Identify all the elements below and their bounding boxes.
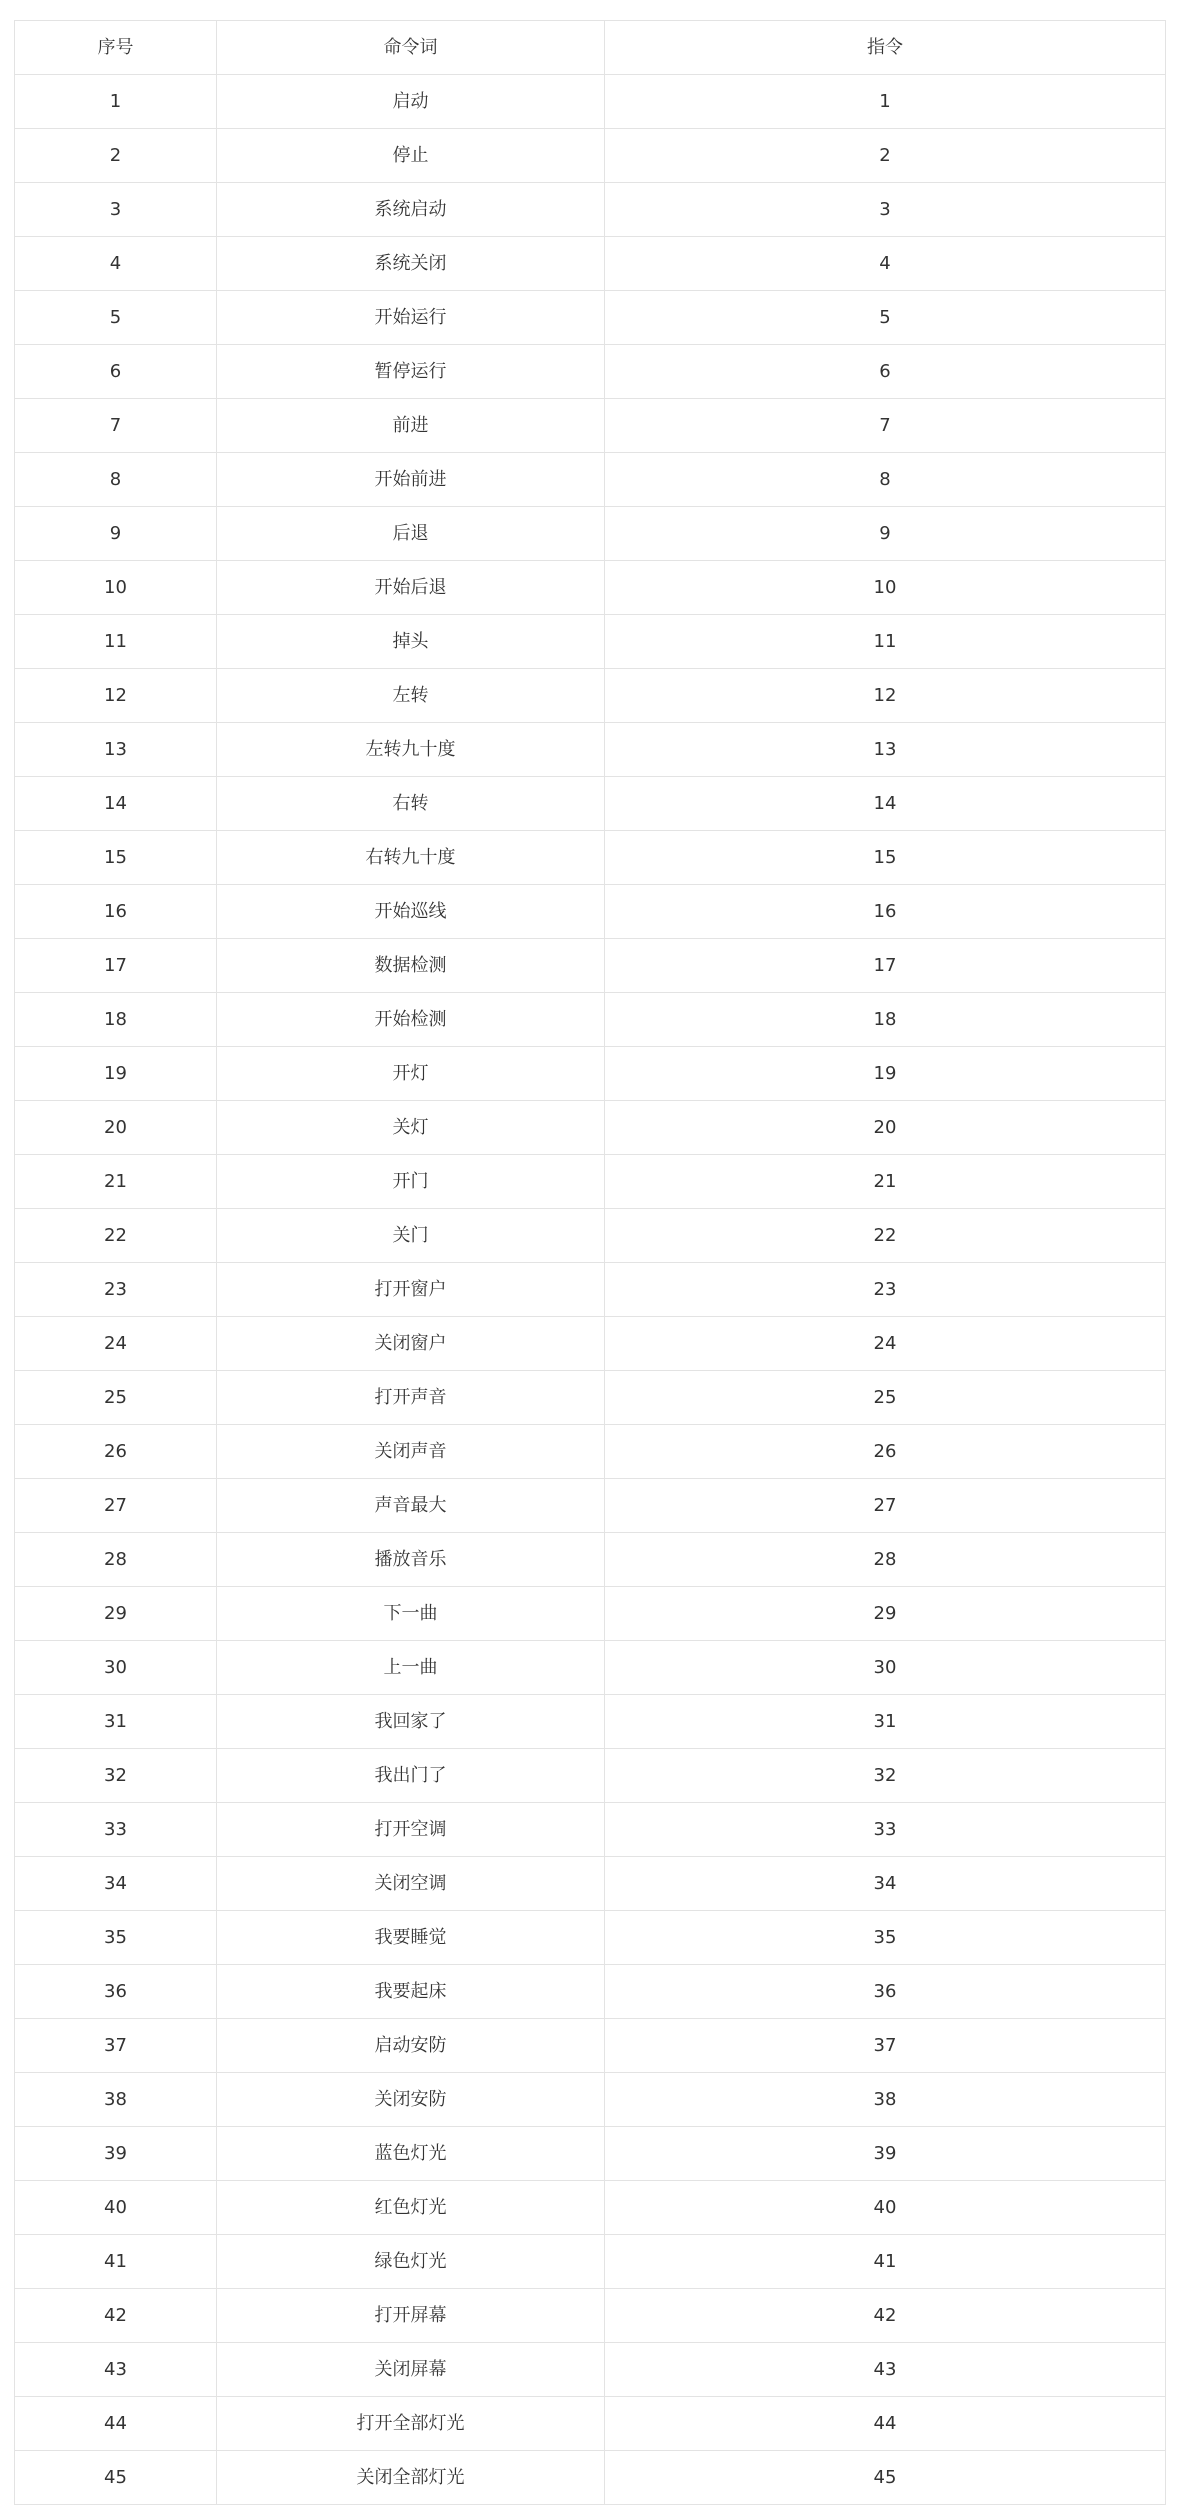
cell-command-word: 上一曲 (217, 1641, 605, 1695)
cell-instruction: 27 (605, 1479, 1166, 1533)
cell-command-word: 关门 (217, 1209, 605, 1263)
cell-command-word: 红色灯光 (217, 2181, 605, 2235)
cell-command-word: 开始前进 (217, 453, 605, 507)
cell-command-word: 打开屏幕 (217, 2289, 605, 2343)
cell-instruction: 39 (605, 2127, 1166, 2181)
cell-command-word: 开始巡线 (217, 885, 605, 939)
cell-index: 42 (15, 2289, 217, 2343)
cell-command-word: 左转 (217, 669, 605, 723)
cell-instruction: 18 (605, 993, 1166, 1047)
cell-instruction: 20 (605, 1101, 1166, 1155)
cell-index: 31 (15, 1695, 217, 1749)
cell-index: 14 (15, 777, 217, 831)
cell-instruction: 37 (605, 2019, 1166, 2073)
cell-instruction: 7 (605, 399, 1166, 453)
cell-command-word: 关闭窗户 (217, 1317, 605, 1371)
table-row (15, 2019, 1166, 2073)
table-row (15, 399, 1166, 453)
cell-command-word: 下一曲 (217, 1587, 605, 1641)
cell-instruction: 12 (605, 669, 1166, 723)
cell-command-word: 关闭空调 (217, 1857, 605, 1911)
cell-index: 5 (15, 291, 217, 345)
command-table-container (14, 20, 1165, 2505)
cell-index: 3 (15, 183, 217, 237)
cell-index: 4 (15, 237, 217, 291)
table-row (15, 1749, 1166, 1803)
table-row (15, 2289, 1166, 2343)
cell-index: 24 (15, 1317, 217, 1371)
cell-instruction: 23 (605, 1263, 1166, 1317)
table-row (15, 1533, 1166, 1587)
table-row (15, 1587, 1166, 1641)
table-row (15, 669, 1166, 723)
cell-index: 7 (15, 399, 217, 453)
cell-command-word: 开门 (217, 1155, 605, 1209)
cell-index: 1 (15, 75, 217, 129)
table-row (15, 75, 1166, 129)
cell-instruction: 2 (605, 129, 1166, 183)
cell-index: 11 (15, 615, 217, 669)
cell-instruction: 10 (605, 561, 1166, 615)
table-row (15, 2127, 1166, 2181)
cell-instruction: 26 (605, 1425, 1166, 1479)
table-row (15, 2181, 1166, 2235)
table-row (15, 507, 1166, 561)
cell-command-word: 声音最大 (217, 1479, 605, 1533)
cell-instruction: 4 (605, 237, 1166, 291)
cell-command-word: 开始后退 (217, 561, 605, 615)
table-row (15, 831, 1166, 885)
cell-index: 17 (15, 939, 217, 993)
cell-command-word: 播放音乐 (217, 1533, 605, 1587)
table-row (15, 1317, 1166, 1371)
cell-instruction: 9 (605, 507, 1166, 561)
cell-command-word: 打开空调 (217, 1803, 605, 1857)
cell-instruction: 6 (605, 345, 1166, 399)
table-row (15, 1479, 1166, 1533)
cell-instruction: 14 (605, 777, 1166, 831)
cell-command-word: 暂停运行 (217, 345, 605, 399)
cell-index: 28 (15, 1533, 217, 1587)
table-row (15, 183, 1166, 237)
cell-instruction: 31 (605, 1695, 1166, 1749)
cell-command-word: 关闭屏幕 (217, 2343, 605, 2397)
cell-command-word: 绿色灯光 (217, 2235, 605, 2289)
cell-index: 33 (15, 1803, 217, 1857)
cell-instruction: 25 (605, 1371, 1166, 1425)
cell-command-word: 右转九十度 (217, 831, 605, 885)
cell-index: 15 (15, 831, 217, 885)
cell-command-word: 关闭声音 (217, 1425, 605, 1479)
cell-instruction: 5 (605, 291, 1166, 345)
cell-instruction: 33 (605, 1803, 1166, 1857)
table-row (15, 345, 1166, 399)
cell-instruction: 32 (605, 1749, 1166, 1803)
header-command-word: 命令词 (217, 21, 605, 75)
cell-index: 8 (15, 453, 217, 507)
cell-instruction: 17 (605, 939, 1166, 993)
table-row (15, 561, 1166, 615)
cell-instruction: 24 (605, 1317, 1166, 1371)
cell-index: 26 (15, 1425, 217, 1479)
cell-command-word: 关闭全部灯光 (217, 2451, 605, 2505)
table-row (15, 1371, 1166, 1425)
cell-instruction: 13 (605, 723, 1166, 777)
table-row (15, 1263, 1166, 1317)
cell-index: 23 (15, 1263, 217, 1317)
cell-command-word: 开始运行 (217, 291, 605, 345)
cell-command-word: 启动安防 (217, 2019, 605, 2073)
cell-command-word: 开始检测 (217, 993, 605, 1047)
table-row (15, 1857, 1166, 1911)
table-row (15, 1101, 1166, 1155)
cell-instruction: 41 (605, 2235, 1166, 2289)
table-row (15, 2343, 1166, 2397)
cell-index: 34 (15, 1857, 217, 1911)
command-table (14, 20, 1166, 2505)
cell-index: 29 (15, 1587, 217, 1641)
cell-command-word: 系统关闭 (217, 237, 605, 291)
cell-instruction: 35 (605, 1911, 1166, 1965)
cell-instruction: 22 (605, 1209, 1166, 1263)
cell-command-word: 关闭安防 (217, 2073, 605, 2127)
table-row (15, 993, 1166, 1047)
cell-command-word: 我出门了 (217, 1749, 605, 1803)
cell-command-word: 左转九十度 (217, 723, 605, 777)
cell-index: 37 (15, 2019, 217, 2073)
cell-index: 13 (15, 723, 217, 777)
table-header-row (15, 21, 1166, 75)
cell-instruction: 43 (605, 2343, 1166, 2397)
cell-instruction: 38 (605, 2073, 1166, 2127)
cell-instruction: 44 (605, 2397, 1166, 2451)
cell-index: 44 (15, 2397, 217, 2451)
cell-instruction: 3 (605, 183, 1166, 237)
table-body (15, 75, 1166, 2505)
cell-index: 20 (15, 1101, 217, 1155)
header-instruction: 指令 (605, 21, 1166, 75)
cell-command-word: 打开窗户 (217, 1263, 605, 1317)
cell-index: 40 (15, 2181, 217, 2235)
cell-command-word: 开灯 (217, 1047, 605, 1101)
cell-command-word: 掉头 (217, 615, 605, 669)
cell-instruction: 30 (605, 1641, 1166, 1695)
cell-command-word: 打开声音 (217, 1371, 605, 1425)
table-row (15, 939, 1166, 993)
table-row (15, 723, 1166, 777)
cell-index: 12 (15, 669, 217, 723)
table-row (15, 1641, 1166, 1695)
table-row (15, 2073, 1166, 2127)
cell-index: 6 (15, 345, 217, 399)
table-row (15, 1803, 1166, 1857)
cell-instruction: 36 (605, 1965, 1166, 2019)
cell-index: 21 (15, 1155, 217, 1209)
cell-index: 38 (15, 2073, 217, 2127)
table-row (15, 1155, 1166, 1209)
table-row (15, 615, 1166, 669)
cell-instruction: 45 (605, 2451, 1166, 2505)
cell-index: 25 (15, 1371, 217, 1425)
cell-index: 45 (15, 2451, 217, 2505)
cell-index: 2 (15, 129, 217, 183)
table-row (15, 1425, 1166, 1479)
cell-index: 18 (15, 993, 217, 1047)
cell-index: 43 (15, 2343, 217, 2397)
cell-command-word: 蓝色灯光 (217, 2127, 605, 2181)
cell-command-word: 停止 (217, 129, 605, 183)
cell-index: 36 (15, 1965, 217, 2019)
table-row (15, 291, 1166, 345)
cell-command-word: 我要起床 (217, 1965, 605, 2019)
cell-instruction: 42 (605, 2289, 1166, 2343)
table-row (15, 237, 1166, 291)
cell-instruction: 8 (605, 453, 1166, 507)
cell-command-word: 打开全部灯光 (217, 2397, 605, 2451)
cell-command-word: 后退 (217, 507, 605, 561)
cell-command-word: 我回家了 (217, 1695, 605, 1749)
cell-instruction: 19 (605, 1047, 1166, 1101)
table-row (15, 129, 1166, 183)
cell-command-word: 关灯 (217, 1101, 605, 1155)
cell-index: 27 (15, 1479, 217, 1533)
table-row (15, 1047, 1166, 1101)
cell-index: 9 (15, 507, 217, 561)
cell-index: 39 (15, 2127, 217, 2181)
header-index: 序号 (15, 21, 217, 75)
cell-index: 16 (15, 885, 217, 939)
cell-instruction: 1 (605, 75, 1166, 129)
cell-command-word: 启动 (217, 75, 605, 129)
table-row (15, 1695, 1166, 1749)
cell-instruction: 16 (605, 885, 1166, 939)
table-row (15, 2397, 1166, 2451)
cell-command-word: 数据检测 (217, 939, 605, 993)
cell-instruction: 29 (605, 1587, 1166, 1641)
cell-index: 41 (15, 2235, 217, 2289)
cell-index: 30 (15, 1641, 217, 1695)
cell-index: 19 (15, 1047, 217, 1101)
table-row (15, 1965, 1166, 2019)
table-row (15, 885, 1166, 939)
cell-instruction: 28 (605, 1533, 1166, 1587)
table-row (15, 777, 1166, 831)
cell-command-word: 右转 (217, 777, 605, 831)
cell-index: 35 (15, 1911, 217, 1965)
cell-index: 32 (15, 1749, 217, 1803)
table-row (15, 453, 1166, 507)
cell-instruction: 34 (605, 1857, 1166, 1911)
cell-instruction: 40 (605, 2181, 1166, 2235)
table-row (15, 2235, 1166, 2289)
cell-instruction: 11 (605, 615, 1166, 669)
cell-command-word: 系统启动 (217, 183, 605, 237)
cell-instruction: 15 (605, 831, 1166, 885)
cell-index: 10 (15, 561, 217, 615)
table-row (15, 1209, 1166, 1263)
cell-command-word: 我要睡觉 (217, 1911, 605, 1965)
table-row (15, 2451, 1166, 2505)
cell-index: 22 (15, 1209, 217, 1263)
cell-instruction: 21 (605, 1155, 1166, 1209)
table-row (15, 1911, 1166, 1965)
cell-command-word: 前进 (217, 399, 605, 453)
